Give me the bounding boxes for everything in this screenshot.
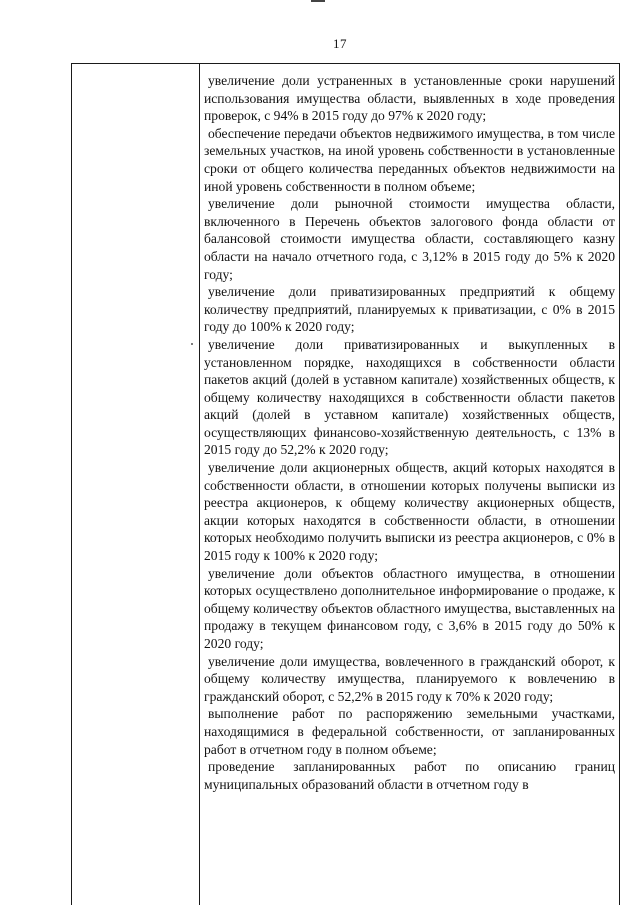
list-item: увеличение доли рыночной стоимости имущества области, включенного в Перечень объектов залогового фонда области от балансовой стоимости имущества области, составляющего казну области на начало отчетного года, с 3,12% в 2015 году до 5% к 2020 году; [204,196,615,282]
list-item: увеличение доли приватизированных и выкупленных в установленном порядке, находящихся в собственности области пакетов акций (долей в уставном капитале) хозяйственных обществ, к общему количеству находящихся в собственности области пакетов акций (долей в уставном капитале) хозяйственных обществ, осуществляющих финансово-хозяйственную деятельность, с 13% в 2015 году до 52,2% к 2020 году; [204,336,615,458]
column-divider [199,64,200,905]
document-table [71,63,620,905]
table-cell-left-empty [72,64,199,905]
list-item: увеличение доли объектов областного имущества, в отношении которых осуществлено дополнительное информирование о продаже, к общему количеству объектов областного имущества, выставленных на продажу в текущем финансовом году, с 3,6% в 2015 году до 50% к 2020 году; [204,565,615,651]
table-cell-right-content [204,72,615,793]
list-item: выполнение работ по распоряжению земельными участками, находящимися в федеральной собственности, от запланированных работ в отчетном году в полном объеме; [204,706,615,757]
scan-mark [311,0,325,2]
list-item: увеличение доли имущества, вовлеченного в гражданский оборот, к общему количеству имущества, планируемого к вовлечению в гражданский оборот, с 52,2% в 2015 году к 70% к 2020 году; [204,653,615,704]
list-item: проведение запланированных работ по описанию границ муниципальных образований области в отчетном году в [204,759,615,792]
list-item: увеличение доли устраненных в установленные сроки нарушений использования имущества области, выявленных в ходе проведения проверок, с 94% в 2015 году до 97% к 2020 году; [204,73,615,124]
list-item: обеспечение передачи объектов недвижимого имущества, в том числе земельных участков, на иной уровень собственности в установленные сроки от общего количества переданных объектов недвижимости на иной уровень собственности в полном объеме; [204,125,615,194]
list-item: увеличение доли приватизированных предприятий к общему количеству предприятий, планируемых к приватизации, с 0% в 2015 году до 100% к 2020 году; [204,284,615,335]
scan-speck [191,343,193,345]
page-number: 17 [333,36,347,51]
list-item: увеличение доли акционерных обществ, акций которых находятся в собственности области, в отношении которых получены выписки из реестра акционеров, к общему количеству акционерных обществ, акции которых находятся в собственности области, в отношении которых необходимо получить выписки из реестра акционеров, с 0% в 2015 году к 100% к 2020 году; [204,460,615,564]
